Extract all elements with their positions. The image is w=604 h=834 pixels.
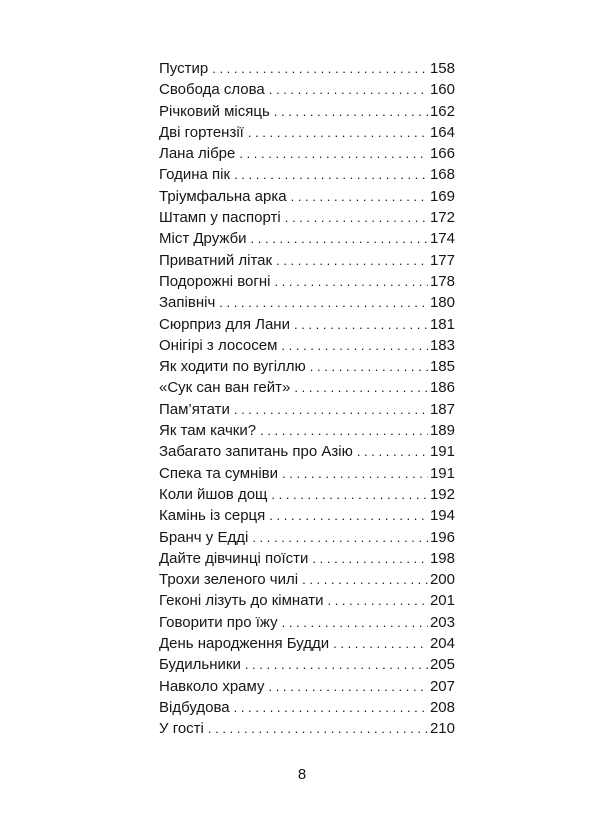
dot-leader [333, 633, 428, 654]
toc-entry-title: Онігірі з лососем [159, 336, 278, 354]
dot-leader [327, 590, 427, 611]
toc-entry [159, 633, 455, 654]
toc-entry-page: 200 [429, 571, 455, 589]
toc-entry-page: 191 [429, 464, 455, 482]
toc-entry [159, 186, 455, 207]
toc-entry-title: Як там качки? [159, 422, 257, 440]
toc-entry-title: Говорити про їжу [159, 613, 278, 631]
toc-entry [159, 527, 455, 548]
toc-entry-title: Бранч у Едді [159, 528, 249, 546]
toc-entry [159, 718, 455, 739]
dot-leader [291, 186, 428, 207]
toc-entry-title: Як ходити по вугіллю [159, 358, 306, 376]
dot-leader [294, 314, 428, 335]
toc-entry-page: 166 [429, 145, 455, 163]
toc-entry-page: 174 [429, 230, 455, 248]
toc-entry-title: Навколо храму [159, 677, 265, 695]
toc-entry-title: Відбудова [159, 698, 230, 716]
toc-entry [159, 463, 455, 484]
dot-leader [282, 463, 428, 484]
toc-entry-page: 187 [429, 400, 455, 418]
toc-entry-title: Трохи зеленого чилі [159, 571, 299, 589]
dot-leader [276, 250, 428, 271]
toc-entry-page: 201 [429, 592, 455, 610]
dot-leader [274, 101, 428, 122]
toc-entry [159, 548, 455, 569]
toc-entry-page: 194 [429, 507, 455, 525]
toc-entry-title: Запівніч [159, 294, 216, 312]
toc-entry-page: 169 [429, 187, 455, 205]
toc-entry-page: 172 [429, 209, 455, 227]
table-of-contents [159, 58, 455, 740]
toc-entry [159, 399, 455, 420]
toc-entry-title: Спека та сумніви [159, 464, 279, 482]
toc-entry [159, 292, 455, 313]
toc-entry-page: 207 [429, 677, 455, 695]
toc-entry [159, 143, 455, 164]
dot-leader [312, 548, 428, 569]
toc-entry-page: 183 [429, 336, 455, 354]
toc-entry [159, 250, 455, 271]
toc-entry-page: 204 [429, 635, 455, 653]
dot-leader [281, 335, 428, 356]
toc-entry [159, 122, 455, 143]
toc-entry [159, 420, 455, 441]
dot-leader [234, 399, 428, 420]
dot-leader [310, 356, 428, 377]
toc-entry-title: Міст Дружби [159, 230, 247, 248]
toc-entry-page: 208 [429, 698, 455, 716]
dot-leader [274, 271, 428, 292]
toc-entry-page: 164 [429, 123, 455, 141]
toc-entry-title: День народження Будди [159, 635, 330, 653]
toc-entry-page: 203 [429, 613, 455, 631]
toc-entry [159, 697, 455, 718]
dot-leader [269, 505, 428, 526]
toc-entry [159, 377, 455, 398]
toc-entry-title: Приватний літак [159, 251, 273, 269]
toc-entry-page: 198 [429, 549, 455, 567]
toc-entry-title: Подорожні вогні [159, 272, 271, 290]
toc-entry-page: 178 [429, 272, 455, 290]
toc-entry-title: Річковий місяць [159, 102, 270, 120]
toc-entry-page: 177 [429, 251, 455, 269]
toc-entry-title: Коли йшов дощ [159, 485, 268, 503]
toc-entry [159, 79, 455, 100]
dot-leader [357, 441, 428, 462]
toc-entry-title: Пам’ятати [159, 400, 230, 418]
toc-entry-title: «Сук сан ван гейт» [159, 379, 291, 397]
toc-entry-title: Забагато запитань про Азію [159, 443, 353, 461]
dot-leader [294, 377, 428, 398]
toc-entry-page: 189 [429, 422, 455, 440]
toc-entry [159, 101, 455, 122]
dot-leader [212, 58, 428, 79]
toc-entry-title: Година пік [159, 166, 231, 184]
dot-leader [239, 143, 428, 164]
toc-entry [159, 441, 455, 462]
dot-leader [248, 122, 428, 143]
dot-leader [285, 207, 428, 228]
toc-entry-title: Будильники [159, 656, 241, 674]
toc-entry [159, 314, 455, 335]
toc-entry-title: Дайте дівчинці поїсти [159, 549, 309, 567]
toc-entry-title: Пустир [159, 60, 209, 77]
dot-leader [268, 676, 427, 697]
dot-leader [208, 718, 428, 739]
toc-entry [159, 58, 455, 79]
toc-entry [159, 484, 455, 505]
toc-entry [159, 654, 455, 675]
toc-entry-title: Тріумфальна арка [159, 187, 287, 205]
toc-entry-title: Лана лібре [159, 145, 236, 163]
page-number: 8 [297, 766, 307, 783]
toc-entry-page: 196 [429, 528, 455, 546]
toc-entry-page: 181 [429, 315, 455, 333]
toc-entry-title: Свобода слова [159, 81, 265, 99]
toc-entry-title: Штамп у паспорті [159, 209, 281, 227]
toc-entry-page: 191 [429, 443, 455, 461]
toc-entry [159, 505, 455, 526]
toc-entry-page: 162 [429, 102, 455, 120]
dot-leader [269, 79, 428, 100]
toc-entry [159, 228, 455, 249]
dot-leader [302, 569, 428, 590]
dot-leader [282, 612, 428, 633]
toc-entry [159, 569, 455, 590]
toc-entry-page: 185 [429, 358, 455, 376]
toc-entry-title: Сюрприз для Лани [159, 315, 290, 333]
toc-entry [159, 207, 455, 228]
toc-entry-page: 210 [429, 720, 455, 738]
toc-entry [159, 356, 455, 377]
dot-leader [234, 164, 428, 185]
toc-entry-title: У гості [159, 720, 204, 738]
toc-entry-title: Геконі лізуть до кімнати [159, 592, 324, 610]
toc-entry [159, 612, 455, 633]
toc-entry [159, 271, 455, 292]
toc-entry-title: Дві гортензії [159, 123, 244, 141]
dot-leader [234, 697, 428, 718]
dot-leader [245, 654, 428, 675]
dot-leader [219, 292, 428, 313]
dot-leader [260, 420, 428, 441]
dot-leader [252, 527, 428, 548]
toc-entry [159, 164, 455, 185]
dot-leader [251, 228, 428, 249]
toc-entry-page: 186 [429, 379, 455, 397]
toc-entry-title: Камінь із серця [159, 507, 266, 525]
dot-leader [271, 484, 428, 505]
toc-entry [159, 335, 455, 356]
toc-entry-page: 168 [429, 166, 455, 184]
toc-entry-page: 205 [429, 656, 455, 674]
toc-entry-page: 160 [429, 81, 455, 99]
toc-entry [159, 590, 455, 611]
toc-entry-page: 180 [429, 294, 455, 312]
toc-entry-page: 158 [429, 60, 455, 77]
toc-entry [159, 676, 455, 697]
toc-entry-page: 192 [429, 485, 455, 503]
